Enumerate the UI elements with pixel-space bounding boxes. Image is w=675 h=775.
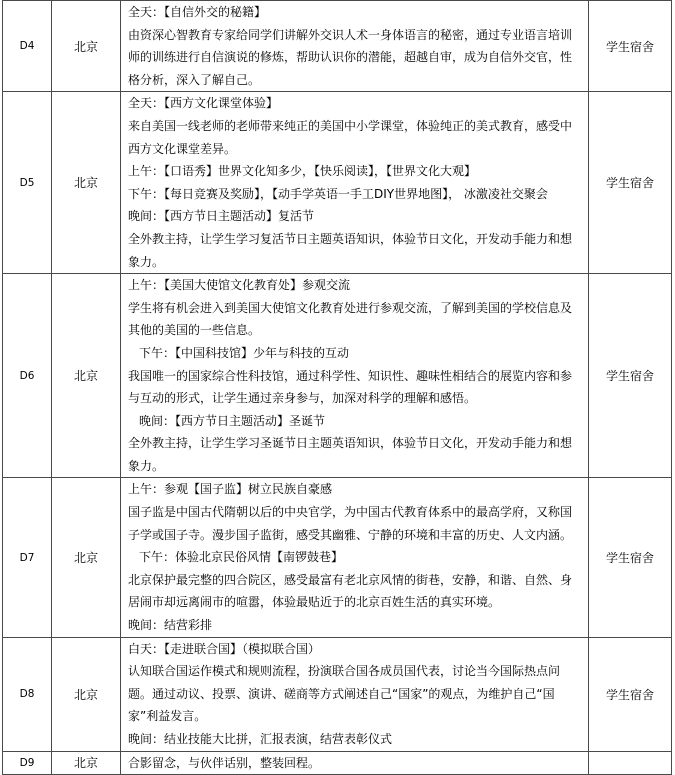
schedule-line: 北京保护最完整的四合院区，感受最富有老北京风情的街巷，安静，和谐、自然、身 — [128, 572, 573, 587]
schedule-line: 下午：体验北京民俗风情【南锣鼓巷】 — [139, 550, 344, 565]
schedule-line: 国子监是中国古代隋朝以后的中央官学，为中国古代教育体系中的最高学府，又称国 — [128, 505, 573, 520]
accommodation-cell: 学生宿舍 — [589, 92, 672, 274]
schedule-cell — [121, 274, 589, 478]
schedule-line: 白天：【走进联合国】（模拟联合国） — [128, 641, 321, 656]
schedule-line: 题。通过动议、投票、演讲、磋商等方式阐述自己“国家”的观点，为维护自己“国 — [128, 686, 555, 701]
schedule-cell — [121, 92, 589, 274]
schedule-line: 上午：【美国大使馆文化教育处】参观交流 — [128, 278, 351, 293]
schedule-line: 晚间：结业技能大比拼，汇报表演，结营表彰仪式 — [128, 732, 393, 746]
schedule-line: 合影留念，与伙伴话别，整装回程。 — [128, 755, 321, 770]
schedule-line: 上午：参观【国子监】树立民族自豪感 — [128, 482, 333, 497]
city-cell: 北京 — [52, 92, 121, 274]
city-cell: 北京 — [52, 751, 121, 775]
table-row — [3, 274, 672, 478]
schedule-line: 全外教主持，让学生学习圣诞节日主题英语知识，体验节日文化，开发动手能力和想 — [128, 436, 573, 451]
schedule-line: 学生将有机会进入到美国大使馆文化教育处进行参观交流，了解到美国的学校信息及 — [128, 300, 573, 315]
schedule-line: 晚间：【西方节日主题活动】复活节 — [128, 209, 315, 224]
schedule-line: 象力。 — [128, 254, 165, 269]
schedule-line: 认知联合国运作模式和规则流程，扮演联合国各成员国代表，讨论当今国际热点问 — [128, 664, 561, 679]
schedule-line: 晚间：结营彩排 — [128, 618, 213, 633]
table-row — [3, 751, 672, 775]
schedule-line: 居闹市却远离闹市的喧嚣，体验最贴近于的北京百姓生活的真实环境。 — [128, 595, 501, 610]
schedule-line: 象力。 — [128, 458, 165, 473]
schedule-line: 子学或国子寺。漫步国子监街，感受其幽雅、宁静的环境和丰富的历史、人文内涵。 — [128, 527, 573, 542]
schedule-line: 西方文化课堂差异。 — [128, 141, 237, 156]
table-row — [3, 478, 672, 637]
schedule-cell — [121, 1, 589, 92]
day-cell: D7 — [3, 478, 52, 637]
schedule-line: 与互动的形式，让学生通过亲身参与，加深对科学的理解和感悟。 — [128, 391, 477, 406]
city-cell: 北京 — [52, 478, 121, 637]
accommodation-cell: 学生宿舍 — [589, 478, 672, 637]
schedule-line: 来自美国一线老师的老师带来纯正的美国中小学课堂，体验纯正的美式教育，感受中 — [128, 118, 573, 133]
table-row — [3, 1, 672, 92]
schedule-line: 下午：【中国科技馆】少年与科技的互动 — [139, 345, 350, 360]
table-row — [3, 92, 672, 274]
accommodation-cell — [589, 751, 672, 775]
schedule-line: 家”利益发言。 — [128, 709, 207, 724]
city-cell: 北京 — [52, 274, 121, 478]
table-row — [3, 637, 672, 751]
day-cell: D8 — [3, 637, 52, 751]
city-cell: 北京 — [52, 637, 121, 751]
schedule-cell — [121, 637, 589, 751]
schedule-line: 格分析，深入了解自己。 — [128, 72, 261, 87]
accommodation-cell: 学生宿舍 — [589, 1, 672, 92]
schedule-line: 我国唯一的国家综合性科技馆，通过科学性、知识性、趣味性相结合的展览内容和参 — [128, 368, 573, 383]
day-cell: D4 — [3, 1, 52, 92]
day-cell: D6 — [3, 274, 52, 478]
schedule-cell — [121, 478, 589, 637]
accommodation-cell: 学生宿舍 — [589, 274, 672, 478]
schedule-line: 全天：【西方文化课堂体验】 — [128, 96, 279, 111]
schedule-line: 师的训练进行自信演说的修炼，帮助认识你的潜能，超越自审，成为自信外交官，性 — [128, 50, 573, 65]
schedule-line: 由资深心智教育专家给同学们讲解外交识人术一身体语言的秘密，通过专业语言培训 — [128, 27, 573, 42]
schedule-line: 上午：【口语秀】世界文化知多少，【快乐阅读】，【世界文化大观】 — [128, 164, 477, 179]
schedule-line: 全天：【自信外交的秘籍】 — [128, 5, 267, 19]
schedule-cell — [121, 751, 589, 775]
schedule-line: 全外教主持，让学生学习复活节日主题英语知识，体验节日文化，开发动手能力和想 — [128, 231, 573, 246]
schedule-line: 晚间：【西方节日主题活动】圣诞节 — [139, 413, 326, 428]
schedule-line: 下午：【每日竞赛及奖励】，【动手学英语一手工DIY世界地图】， 冰激凌社交聚会 — [128, 186, 548, 201]
itinerary-table — [2, 0, 672, 775]
accommodation-cell: 学生宿舍 — [589, 637, 672, 751]
city-cell: 北京 — [52, 1, 121, 92]
day-cell: D5 — [3, 92, 52, 274]
day-cell: D9 — [3, 751, 52, 775]
schedule-line: 其他的美国的一些信息。 — [128, 323, 261, 338]
